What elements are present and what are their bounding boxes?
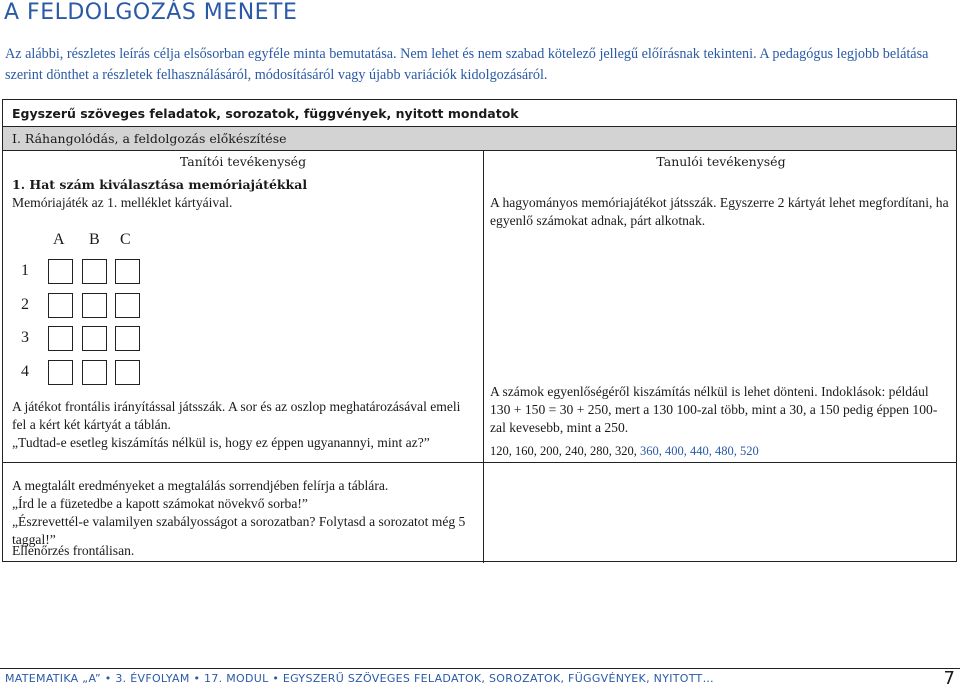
- grid-row-label: 4: [21, 363, 29, 380]
- grid-row-label: 1: [21, 262, 29, 279]
- teacher-question: „Tudtad-e esetleg kiszámítás nélkül is, hogy ez éppen ugyanannyi, mint az?”: [12, 435, 430, 450]
- teacher-text: Ellenőrzés frontálisan.: [12, 543, 135, 558]
- table-heading: Egyszerű szöveges feladatok, sorozatok, függvények, nyitott mondatok: [3, 100, 956, 127]
- memory-card[interactable]: [82, 360, 107, 385]
- phase-heading: I. Ráhangolódás, a feldolgozás előkészítése: [3, 127, 956, 151]
- student-text: A számok egyenlőségéről kiszámítás nélkül is lehet dönteni. Indoklások: például 130 + 150 = 30 + 250, mert a 130 100-zal több, mint a 30, a 150 pedig éppen 100-zal kevesebb, mint a 250.: [490, 384, 938, 435]
- task-subtitle: Memóriajáték az 1. melléklet kártyáival.: [12, 195, 233, 210]
- grid-col-label: B: [89, 231, 100, 248]
- memory-card[interactable]: [115, 360, 140, 385]
- page-title: A FELDOLGOZÁS MENETE: [4, 0, 298, 25]
- memory-card[interactable]: [115, 326, 140, 351]
- memory-card[interactable]: [82, 293, 107, 318]
- student-text: A hagyományos memóriajátékot játsszák. Egyszerre 2 kártyát lehet megfordítani, ha egyenlő számokat adnak, párt alkotnak.: [490, 195, 949, 228]
- footer-text: MATEMATIKA „A” • 3. ÉVFOLYAM • 17. MODUL • EGYSZERŰ SZÖVEGES FELADATOK, SOROZATOK, FÜGGVÉNYEK, NYITOTT…: [5, 672, 714, 685]
- memory-card[interactable]: [48, 259, 73, 284]
- memory-card[interactable]: [82, 259, 107, 284]
- sequence-continued: 360, 400, 440, 480, 520: [636, 444, 759, 458]
- memory-card[interactable]: [82, 326, 107, 351]
- footer-divider: [0, 668, 960, 669]
- intro-paragraph: Az alábbi, részletes leírás célja elsősorban egyféle minta bemutatása. Nem lehet és nem szabad kötelező jellegű előírásnak tekinteni. A pedagógus legjobb belátása szerint dönthet a részletek felhasználásáról, módosításáról vagy újabb variációk kidolgozásáról.: [5, 46, 929, 83]
- number-sequence: [490, 442, 952, 460]
- student-column-header: Tanulói tevékenység: [656, 154, 786, 169]
- memory-card[interactable]: [115, 293, 140, 318]
- memory-card[interactable]: [115, 259, 140, 284]
- teacher-text: A megtalált eredményeket a megtalálás sorrendjében felírja a táblára.: [12, 478, 389, 493]
- memory-card[interactable]: [48, 293, 73, 318]
- teacher-column-header: Tanítói tevékenység: [179, 154, 307, 169]
- grid-col-label: C: [120, 231, 131, 248]
- task-title: 1. Hat szám kiválasztása memóriajátékkal: [12, 177, 308, 192]
- memory-card[interactable]: [48, 326, 73, 351]
- teacher-question: „Észrevettél-e valamilyen szabályosságot a sorozatban? Folytasd a sorozatot még 5 taggal!”: [12, 514, 466, 547]
- teacher-text: A játékot frontális irányítással játsszák. A sor és az oszlop meghatározásával emeli fel a kért két kártyát a táblán.: [12, 399, 461, 432]
- grid-row-label: 3: [21, 329, 29, 346]
- memory-card[interactable]: [48, 360, 73, 385]
- grid-col-label: A: [53, 231, 65, 248]
- grid-row-label: 2: [21, 296, 29, 313]
- teacher-question: „Írd le a füzetedbe a kapott számokat növekvő sorba!”: [12, 496, 308, 511]
- row-divider: [3, 462, 956, 463]
- column-divider: [483, 151, 484, 563]
- sequence-given: 120, 160, 200, 240, 280, 320,: [490, 444, 637, 458]
- page-number: 7: [943, 668, 955, 689]
- activity-table: [2, 99, 957, 562]
